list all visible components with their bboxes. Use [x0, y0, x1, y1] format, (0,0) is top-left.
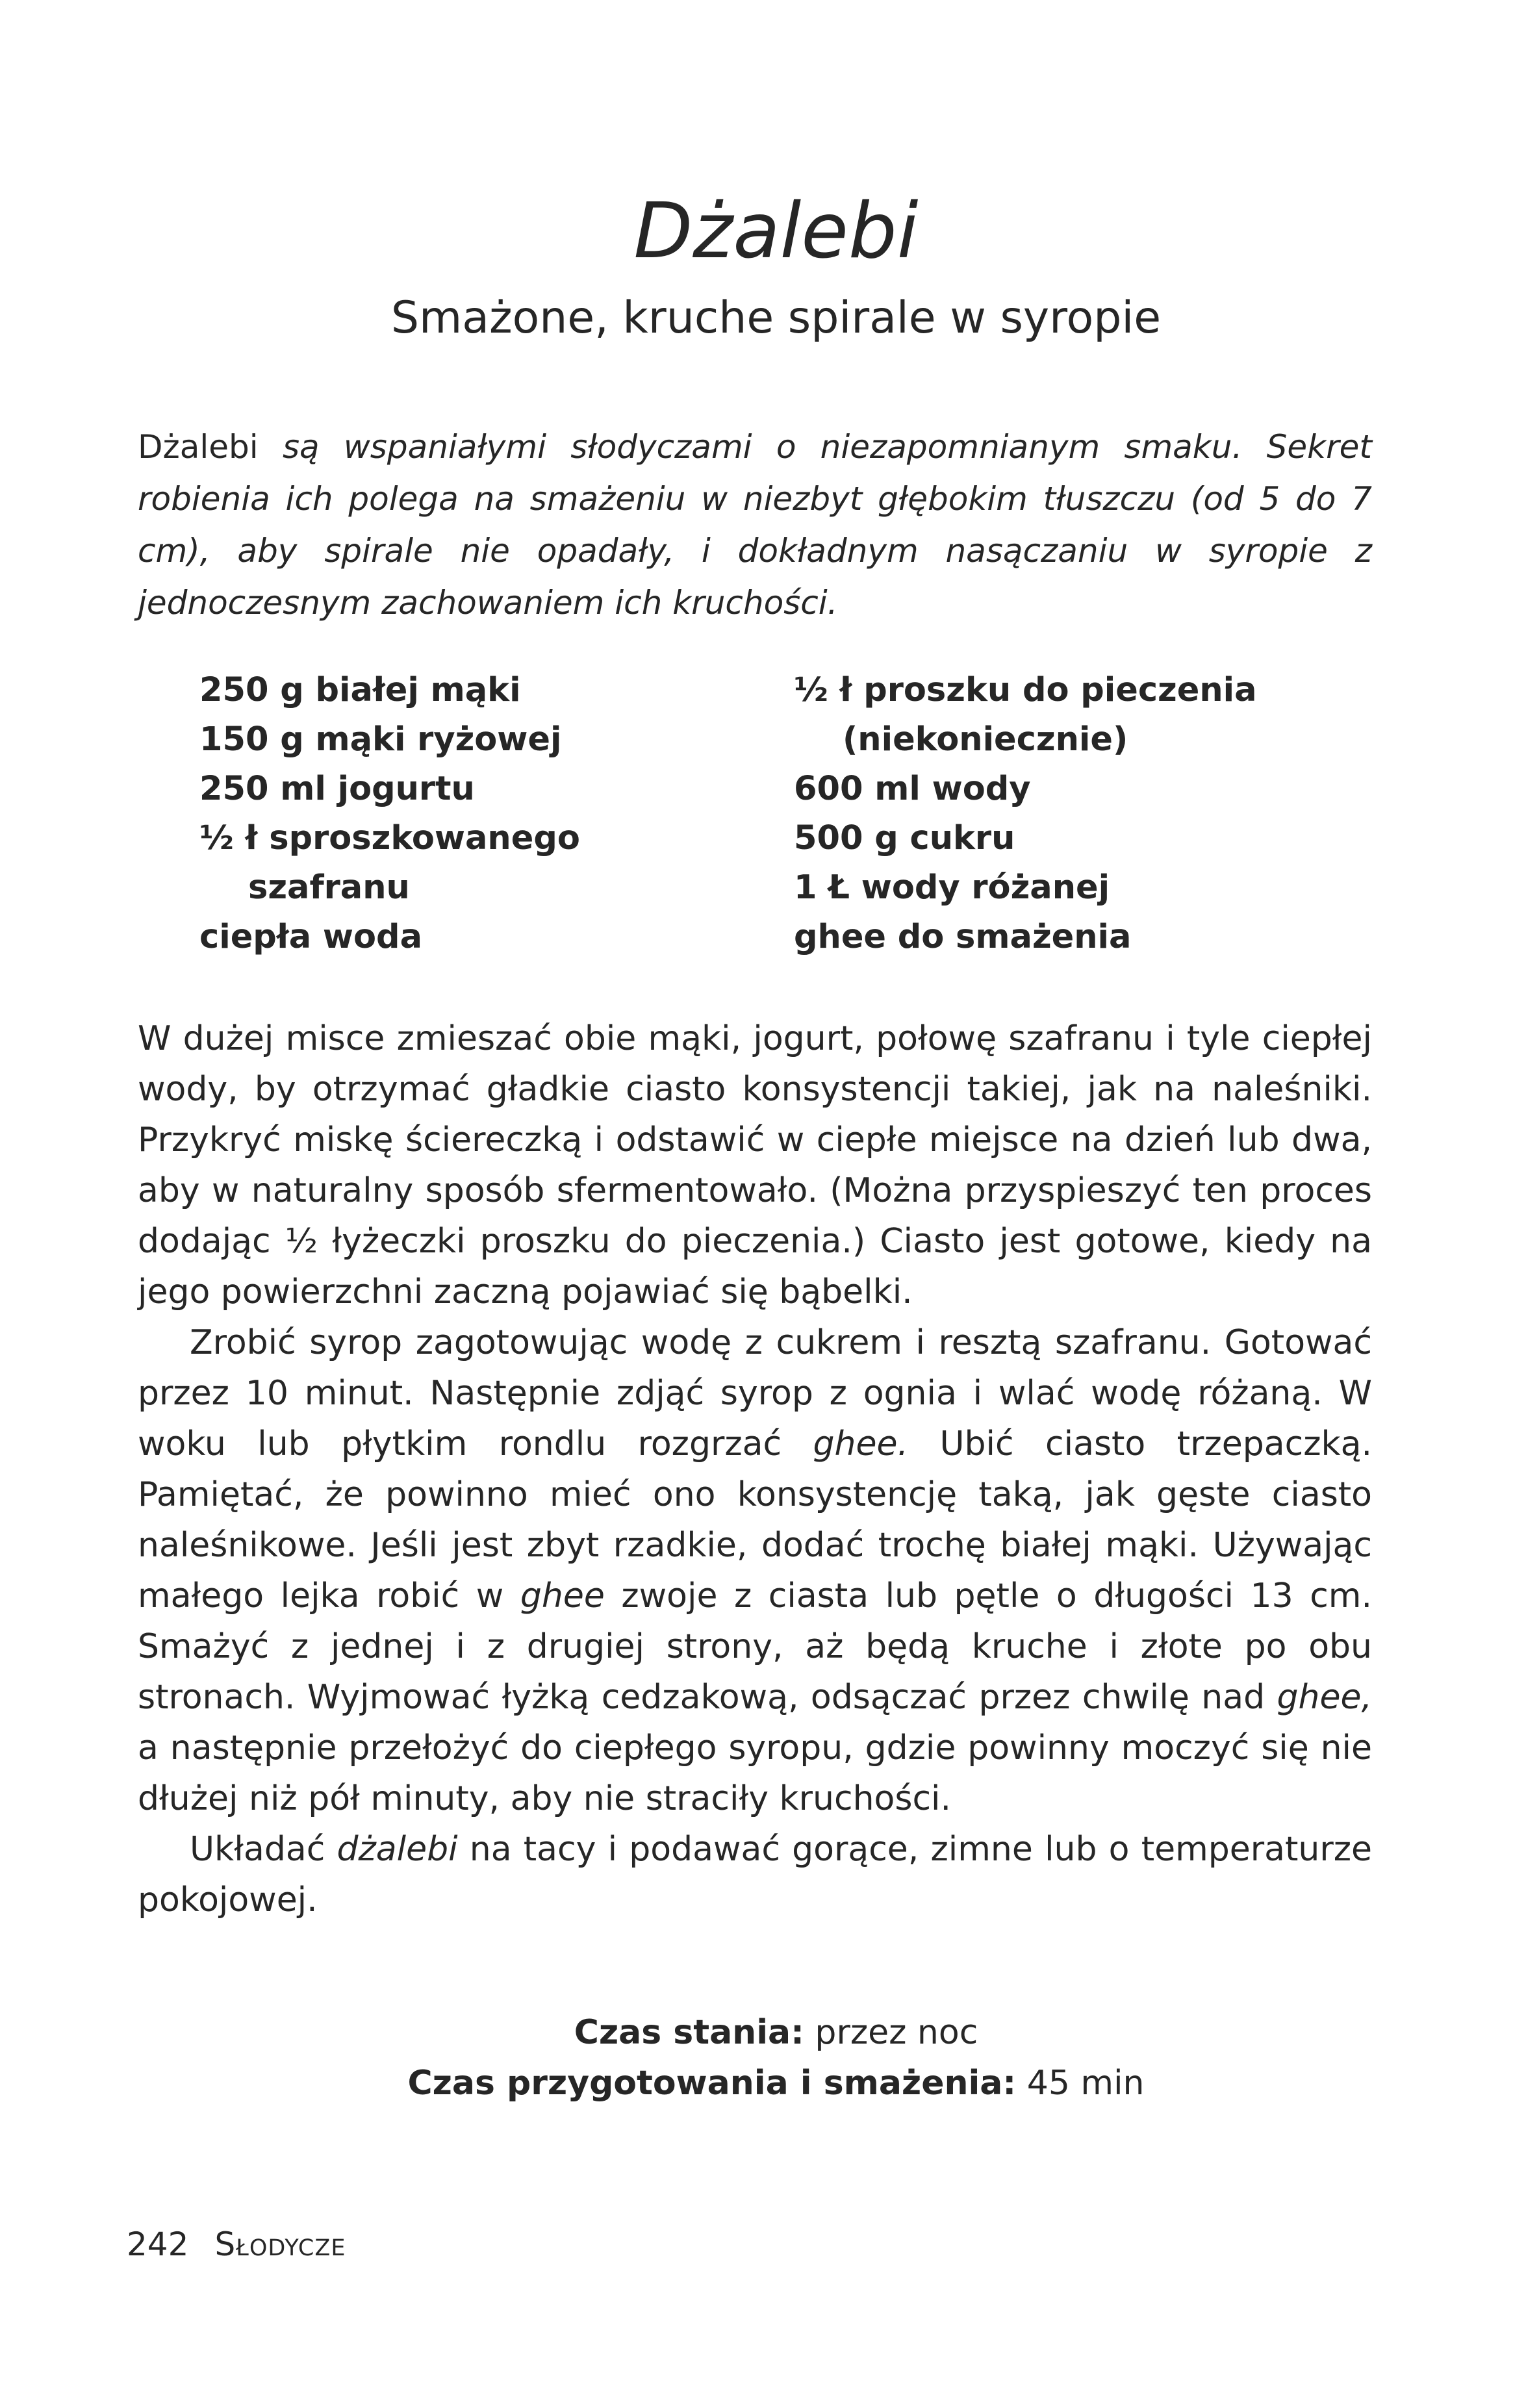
method-text: zwoje z ciasta lub pętle o długości 13 cm. Smażyć z jednej i z drugiej strony, aż będą kruche i złote po obu stronach. Wyjmować łyżką cedzakową, odsączać przez chwilę nad — [138, 1577, 1372, 1717]
method-paragraph-2 — [138, 1317, 1372, 1824]
method-section — [138, 1013, 1372, 1925]
method-text: Zrobić syrop zagotowując wodę z cukrem i resztą szafranu. Gotować przez 10 minut. Następnie zdjąć syrop z ognia i wlać wodę różaną. W woku lub płytkim rondlu rozgrzać — [138, 1323, 1372, 1464]
prep-time — [26, 2058, 1526, 2109]
ingredient-item: (niekoniecznie) — [843, 720, 1128, 759]
ghee-term: ghee. — [813, 1425, 909, 1464]
prep-time-label: Czas przygotowania i smażenia: — [407, 2064, 1017, 2103]
recipe-subtitle: Smażone, kruche spirale w syropie — [390, 292, 1162, 344]
ingredient-item: 250 ml jogurtu — [199, 770, 475, 808]
method-paragraph-1: W dużej misce zmieszać obie mąki, jogurt, połowę szafranu i tyle ciepłej wody, by otrzymać gładkie ciasto konsystencji takiej, jak na naleśniki. Przykryć miskę ściereczką i odstawić w ciepłe miejsce na dzień lub dwa, aby w naturalny sposób sfermentowało. (Można przyspieszyć ten proces dodając ½ łyżeczki proszku do pieczenia.) Ciasto jest gotowe, kiedy na jego powierzchni zaczną pojawiać się bąbelki. — [138, 1019, 1372, 1312]
dish-name-term: dżalebi — [337, 1830, 458, 1869]
section-name: Słodycze — [214, 2225, 346, 2263]
page-number: 242 — [127, 2225, 189, 2263]
ghee-term: ghee — [520, 1577, 605, 1616]
ingredients-left-column — [199, 666, 580, 962]
prep-time-value: 45 min — [1016, 2064, 1145, 2103]
ingredient-item: ghee do smażenia — [794, 918, 1132, 956]
method-text: Układać — [190, 1830, 337, 1869]
intro-lead: Dżalebi — [138, 428, 259, 466]
ingredient-item: ½ ł sproszkowanego — [199, 819, 580, 857]
ghee-term: ghee, — [1277, 1678, 1372, 1717]
recipe-times — [0, 2007, 1526, 2109]
intro-paragraph — [138, 421, 1372, 629]
method-text: Ubić ciasto trzepaczką. Pamiętać, że powinno mieć ono konsystencję taką, jak gęste ciasto naleśnikowe. Jeśli jest zbyt rzadkie, dodać trochę białej mąki. Używając małego lejka robić w — [138, 1425, 1373, 1616]
intro-text: są wspaniałymi słodyczami o niezapomnianym smaku. Sekret robienia ich polega na smażeniu w niezbyt głębokim tłuszczu (od 5 do 7 cm), aby spirale nie opadały, i dokładnym nasączaniu w syropie z jednoczesnym zachowaniem ich kruchości. — [138, 428, 1372, 622]
method-text: a następnie przełożyć do ciepłego syropu, gdzie powinny moczyć się nie dłużej niż pół minuty, aby nie straciły kruchości. — [138, 1729, 1372, 1818]
recipe-title: Dżalebi — [633, 186, 919, 275]
ingredient-item: 150 g mąki ryżowej — [199, 720, 562, 759]
ingredient-item: 600 ml wody — [794, 770, 1031, 808]
standing-time — [26, 2007, 1526, 2058]
ingredient-item: szafranu — [248, 868, 410, 907]
ingredients-right-column — [794, 666, 1257, 962]
method-paragraph-3 — [138, 1824, 1372, 1925]
ingredient-item: ½ ł proszku do pieczenia — [794, 671, 1257, 709]
standing-time-value: przez noc — [804, 2013, 978, 2052]
method-text: na tacy i podawać gorące, zimne lub o temperaturze pokojowej. — [138, 1830, 1372, 1920]
standing-time-label: Czas stania: — [574, 2013, 804, 2052]
ingredient-item: 500 g cukru — [794, 819, 1015, 857]
ingredient-item: 1 Ł wody różanej — [794, 868, 1110, 907]
ingredient-item: ciepła woda — [199, 918, 422, 956]
page-footer — [127, 2222, 346, 2267]
ingredient-item: 250 g białej mąki — [199, 671, 521, 709]
